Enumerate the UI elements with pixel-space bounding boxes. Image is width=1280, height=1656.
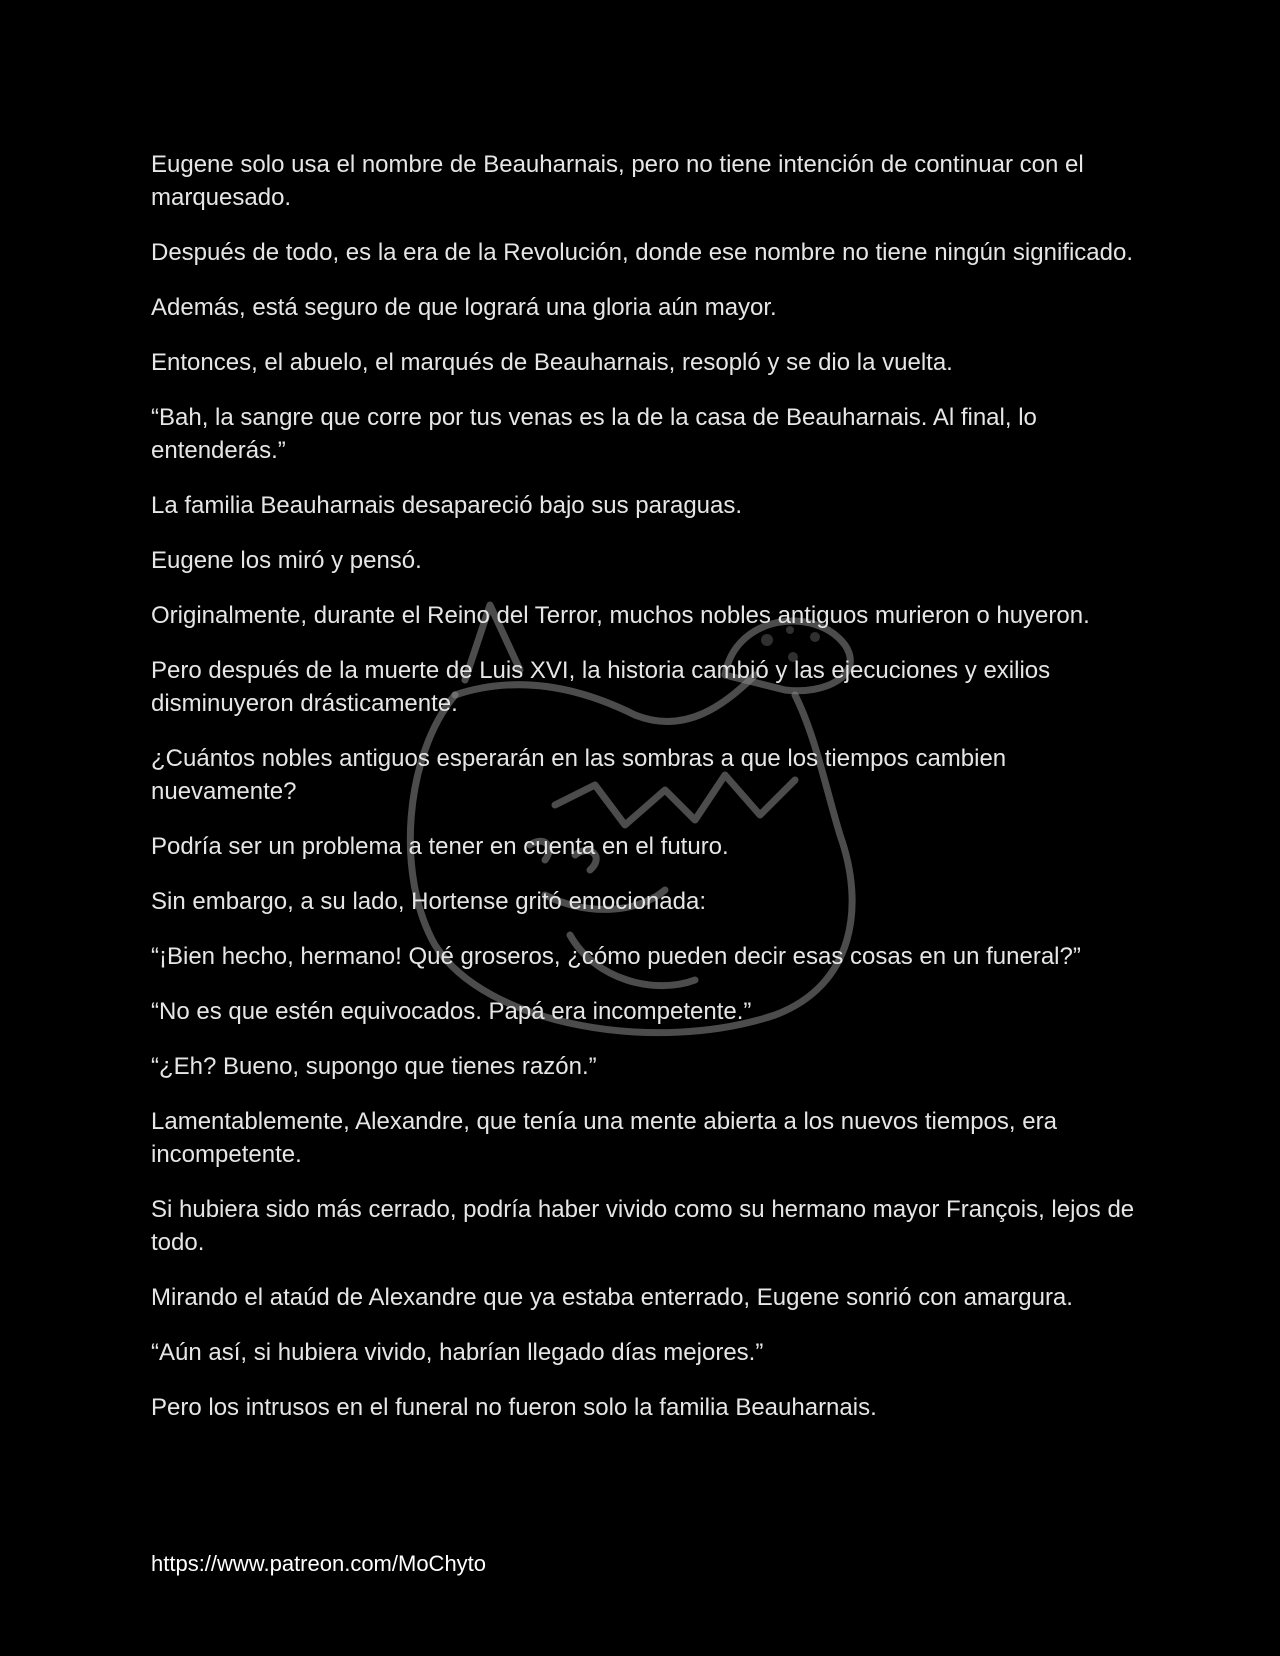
paragraph: Originalmente, durante el Reino del Terror, muchos nobles antiguos murieron o huyeron. bbox=[151, 602, 1090, 629]
paragraph: ¿Cuántos nobles antiguos esperarán en las sombras a que los tiempos cambien nuevamente? bbox=[151, 745, 1007, 805]
paragraph: Sin embargo, a su lado, Hortense gritó emocionada: bbox=[151, 888, 706, 915]
paragraph: “Bah, la sangre que corre por tus venas es la de la casa de Beauharnais. Al final, lo entenderás.” bbox=[151, 404, 1037, 464]
paragraph: “¿Eh? Bueno, supongo que tienes razón.” bbox=[151, 1053, 597, 1080]
patreon-link[interactable]: https://www.patreon.com/MoChyto bbox=[151, 1551, 487, 1576]
paragraph: Mirando el ataúd de Alexandre que ya estaba enterrado, Eugene sonrió con amargura. bbox=[151, 1284, 1073, 1311]
paragraph: “No es que estén equivocados. Papá era incompetente.” bbox=[151, 998, 752, 1025]
paragraph: “¡Bien hecho, hermano! Qué groseros, ¿cómo pueden decir esas cosas en un funeral?” bbox=[151, 943, 1081, 970]
paragraph: Podría ser un problema a tener en cuenta en el futuro. bbox=[151, 833, 729, 860]
paragraph: “Aún así, si hubiera vivido, habrían llegado días mejores.” bbox=[151, 1339, 764, 1366]
paragraph: Entonces, el abuelo, el marqués de Beauharnais, resopló y se dio la vuelta. bbox=[151, 349, 953, 376]
paragraph: La familia Beauharnais desapareció bajo sus paraguas. bbox=[151, 492, 743, 519]
paragraph: Pero los intrusos en el funeral no fueron solo la familia Beauharnais. bbox=[151, 1394, 877, 1421]
document-body bbox=[151, 148, 1141, 1446]
paragraph: Después de todo, es la era de la Revolución, donde ese nombre no tiene ningún significado. bbox=[151, 239, 1133, 266]
paragraph: Además, está seguro de que logrará una gloria aún mayor. bbox=[151, 294, 777, 321]
paragraph: Si hubiera sido más cerrado, podría haber vivido como su hermano mayor François, lejos de todo. bbox=[151, 1196, 1135, 1256]
paragraph: Eugene solo usa el nombre de Beauharnais, pero no tiene intención de continuar con el marquesado. bbox=[151, 151, 1084, 211]
paragraph: Lamentablemente, Alexandre, que tenía una mente abierta a los nuevos tiempos, era incompetente. bbox=[151, 1108, 1057, 1168]
paragraph: Eugene los miró y pensó. bbox=[151, 547, 422, 574]
paragraph: Pero después de la muerte de Luis XVI, la historia cambió y las ejecuciones y exilios disminuyeron drásticamente. bbox=[151, 657, 1051, 717]
